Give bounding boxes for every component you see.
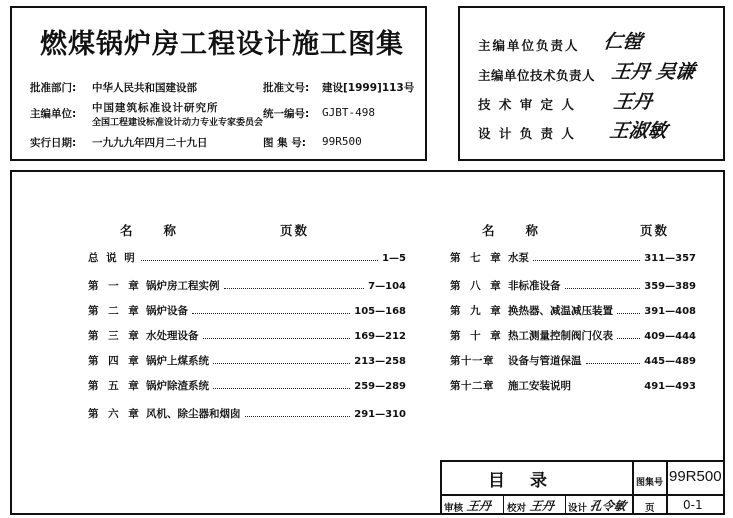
toc-name: 锅炉除渣系统 [146,380,209,392]
responsible-label-4: 设 计 负 责 人 [478,126,576,141]
toc-left-pages-header: 页数 [280,223,310,238]
toc-right-name-header: 名 称 [482,223,541,238]
signature-1: 仁镗 [602,31,644,53]
editor-unit-line1: 中国建筑标准设计研究所 [92,102,219,114]
toc-row [88,278,406,293]
unified-no-value: GJBT-498 [322,106,375,119]
title-block-divider [440,494,725,496]
approval-dept-label: 批准部门: [30,82,77,94]
leader-dots [141,260,378,261]
approval-doc-label: 批准文号: [263,82,310,94]
toc-name: 热工测量控制阀门仪表 [508,330,613,342]
toc-chapter: 第 一 章 [88,280,142,292]
leader-dots [533,260,640,261]
responsible-label-2: 主编单位技术负责人 [478,68,596,83]
toc-row [450,378,696,393]
atlas-no-value: 99R500 [322,135,362,148]
toc-pages: 359—389 [644,281,696,292]
toc-row [88,250,406,265]
toc-right-pages-header: 页数 [640,223,670,238]
check-signature: 王丹 [528,499,555,513]
toc-chapter: 第 六 章 [88,408,142,420]
toc-chapter: 第 二 章 [88,305,142,317]
unified-no-label: 统一编号: [263,108,310,120]
toc-pages: 169—212 [354,331,406,342]
responsible-label-1: 主编单位负责人 [478,38,580,53]
approval-doc-value: 建设[1999]113号 [322,82,415,94]
toc-pages: 259—289 [354,381,406,392]
toc-name: 风机、除尘器和烟囱 [146,408,241,420]
toc-name: 锅炉设备 [146,305,188,317]
toc-row [88,353,406,368]
leader-dots [617,338,640,339]
toc-row [88,378,406,393]
approval-dept-value: 中华人民共和国建设部 [92,82,197,94]
page-value: 0-1 [683,498,703,512]
editor-unit-label: 主编单位: [30,108,77,120]
toc-pages: 311—357 [644,253,696,264]
review-signature: 王丹 [465,499,492,513]
toc-name: 锅炉上煤系统 [146,355,209,367]
toc-name: 水处理设备 [146,330,199,342]
leader-dots [565,288,641,289]
toc-row [450,250,696,265]
leader-dots [586,363,641,364]
editor-unit-line2: 全国工程建设标准设计动力专业专家委员会 [92,118,264,128]
toc-name: 设备与管道保温 [508,355,582,367]
signature-4: 王淑敏 [608,120,669,142]
toc-row [88,406,406,421]
title-block-name: 目 录 [488,471,551,491]
leader-dots [224,288,365,289]
toc-pages: 445—489 [644,356,696,367]
title-block-divider [632,460,634,515]
toc-chapter: 第 四 章 [88,355,142,367]
atlas-value: 99R500 [669,468,722,485]
title-block-divider [565,494,566,515]
atlas-label: 图集号 [636,478,664,488]
leader-dots [203,338,351,339]
signature-3: 王丹 [612,91,654,113]
toc-chapter: 第 九 章 [450,305,504,317]
toc-chapter: 第 五 章 [88,380,142,392]
toc-name: 换热器、减温减压装置 [508,305,613,317]
toc-row [450,328,696,343]
toc-chapter: 第 七 章 [450,252,504,264]
check-label: 校对 [507,503,527,514]
design-signature: 孔令敏 [588,499,627,513]
toc-row [450,278,696,293]
toc-left-name-header: 名 称 [120,223,179,238]
toc-pages: 213—258 [354,356,406,367]
leader-dots [617,313,640,314]
toc-row [88,303,406,318]
responsible-label-3: 技 术 审 定 人 [478,97,576,112]
toc-pages: 409—444 [644,331,696,342]
leader-dots [213,363,350,364]
page-label: 页 [645,503,655,514]
leader-dots [245,416,351,417]
toc-name: 锅炉房工程实例 [146,280,220,292]
toc-chapter: 总 说 明 [88,252,137,264]
toc-name: 施工安装说明 [508,380,571,392]
toc-chapter: 第十一章 [450,355,494,367]
toc-pages: 7—104 [368,281,406,292]
toc-name: 非标准设备 [508,280,561,292]
toc-pages: 391—408 [644,306,696,317]
atlas-no-label: 图 集 号: [263,137,307,149]
toc-chapter: 第 三 章 [88,330,142,342]
title-block-divider [666,460,668,515]
toc-row [450,353,696,368]
leader-dots [192,313,350,314]
toc-chapter: 第 十 章 [450,330,504,342]
leader-dots [213,388,350,389]
toc-name: 水泵 [508,252,529,264]
title-block-divider [503,494,504,515]
toc-row [450,303,696,318]
review-label: 审核 [444,503,464,514]
toc-pages: 491—493 [644,381,696,392]
effective-date-value: 一九九九年四月二十九日 [92,137,208,149]
toc-pages: 291—310 [354,409,406,420]
effective-date-label: 实行日期: [30,137,77,149]
toc-pages: 1—5 [382,253,406,264]
toc-chapter: 第 八 章 [450,280,504,292]
toc-row [88,328,406,343]
toc-chapter: 第十二章 [450,380,494,392]
design-label: 设计 [568,503,588,514]
signature-2: 王丹 吴谦 [610,61,696,83]
toc-pages: 105—168 [354,306,406,317]
page-title: 燃煤锅炉房工程设计施工图集 [40,29,404,60]
